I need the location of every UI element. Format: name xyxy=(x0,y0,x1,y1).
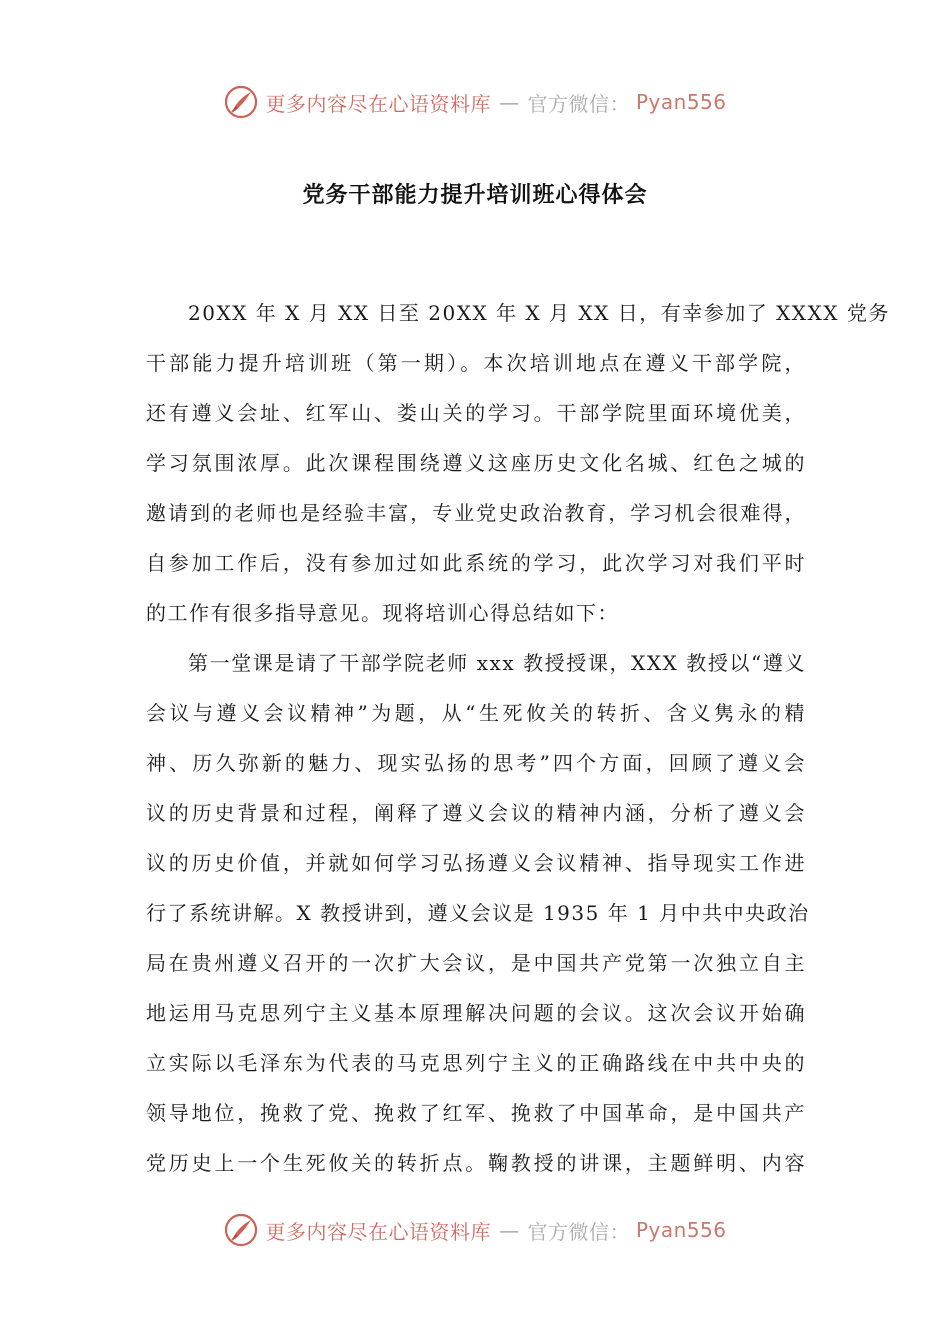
banner-separator: — xyxy=(498,1218,520,1242)
body-line: 学习氛围浓厚。此次课程围绕遵义这座历史文化名城、红色之城的 xyxy=(146,451,806,475)
banner-wechat-label: 官方微信： xyxy=(527,1219,630,1244)
body-line: 20XX 年 X 月 XX 日至 20XX 年 X 月 XX 日，有幸参加了 XXXX 党务 xyxy=(188,301,890,325)
quill-logo-icon xyxy=(223,1212,259,1248)
body-line: 立实际以毛泽东为代表的马克思列宁主义的正确路线在中共中央的 xyxy=(146,1051,806,1075)
footer-watermark-banner xyxy=(0,1208,950,1252)
body-line: 党历史上一个生死攸关的转折点。鞠教授的讲课，主题鲜明、内容 xyxy=(146,1151,806,1175)
body-line: 邀请到的老师也是经验丰富，专业党史政治教育，学习机会很难得， xyxy=(146,501,806,525)
body-line: 领导地位，挽救了党、挽救了红军、挽救了中国革命，是中国共产 xyxy=(146,1101,806,1125)
body-line: 第一堂课是请了干部学院老师 xxx 教授授课，XXX 教授以“遵义 xyxy=(188,651,806,675)
banner-brand-text: 更多内容尽在心语资料库 xyxy=(265,1219,491,1244)
body-line: 议的历史价值，并就如何学习弘扬遵义会议精神、指导现实工作进 xyxy=(146,851,806,875)
document-body xyxy=(146,288,890,1188)
banner-wechat-label: 官方微信： xyxy=(527,91,630,116)
body-line: 议的历史背景和过程，阐释了遵义会议的精神内涵，分析了遵义会 xyxy=(146,801,806,825)
body-line: 干部能力提升培训班（第一期）。本次培训地点在遵义干部学院， xyxy=(146,351,806,375)
body-line: 神、历久弥新的魅力、现实弘扬的思考”四个方面，回顾了遵义会 xyxy=(146,751,806,775)
body-line: 局在贵州遵义召开的一次扩大会议，是中国共产党第一次独立自主 xyxy=(146,951,806,975)
body-line: 还有遵义会址、红军山、娄山关的学习。干部学院里面环境优美， xyxy=(146,401,806,425)
banner-separator: — xyxy=(498,90,520,114)
body-line: 行了系统讲解。X 教授讲到，遵义会议是 1935 年 1 月中共中央政治 xyxy=(146,901,810,925)
body-line: 的工作有很多指导意见。现将培训心得总结如下： xyxy=(146,601,619,625)
body-line: 地运用马克思列宁主义基本原理解决问题的会议。这次会议开始确 xyxy=(146,1001,806,1025)
banner-brand-text: 更多内容尽在心语资料库 xyxy=(265,91,491,116)
banner-wechat-id: Pyan556 xyxy=(635,1218,727,1242)
header-watermark-banner xyxy=(0,80,950,124)
document-title: 党务干部能力提升培训班心得体会 xyxy=(302,182,648,208)
body-line: 会议与遵义会议精神”为题，从“生死攸关的转折、含义隽永的精 xyxy=(146,701,806,725)
banner-wechat-id: Pyan556 xyxy=(635,90,727,114)
quill-logo-icon xyxy=(223,84,259,120)
body-line: 自参加工作后，没有参加过如此系统的学习，此次学习对我们平时 xyxy=(146,551,806,575)
